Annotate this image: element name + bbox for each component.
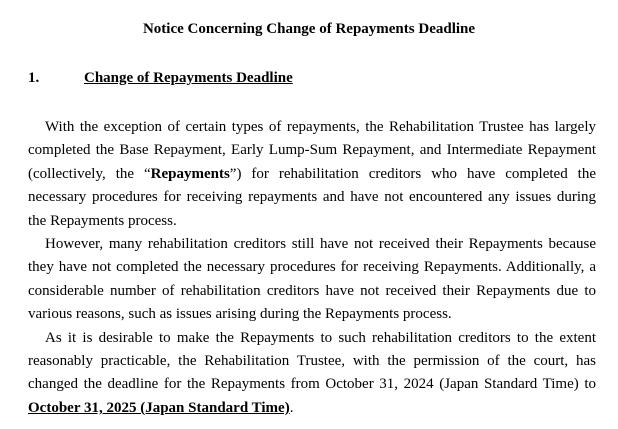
section-number: 1. — [28, 70, 40, 86]
document-title: Notice Concerning Change of Repayments Deadline — [142, 21, 476, 37]
paragraph-1-text-after: ”) for rehabilitation creditors who have completed the necessary procedures for receiving repayments and have not encountered any issues during the Repayments process. — [28, 165, 596, 229]
paragraph-1 — [28, 116, 596, 233]
section-heading — [28, 68, 293, 88]
paragraph-3-text-after: . — [289, 399, 294, 416]
section-body — [28, 116, 596, 420]
defined-term-repayments: Repayments — [150, 165, 230, 182]
paragraph-3-text-before: As it is desirable to make the Repayments to such rehabilitation creditors to the extent reasonably practicable, the Rehabilitation Trustee, with the permission of the court, has changed the deadline for the Repayments from October 31, 2024 (Japan Standard Time) to — [28, 329, 596, 393]
paragraph-2: However, many rehabilitation creditors still have not received their Repayments because they have not completed the necessary procedures for receiving Repayments. Additionally, a considerable number of rehabilitation creditors have not received their Repayments due to various reasons, such as issues arising during the Repayments process. — [28, 236, 596, 323]
paragraph-3 — [28, 327, 596, 421]
section-title: Change of Repayments Deadline — [84, 70, 293, 86]
paragraph-1-text-before: With the exception of certain types of repayments, the Rehabilitation Trustee has largely completed the Base Repayment, Early Lump-Sum Repayment, and Intermediate Repayment (collectively, the “ — [28, 119, 596, 182]
new-deadline: October 31, 2025 (Japan Standard Time) — [28, 399, 290, 416]
